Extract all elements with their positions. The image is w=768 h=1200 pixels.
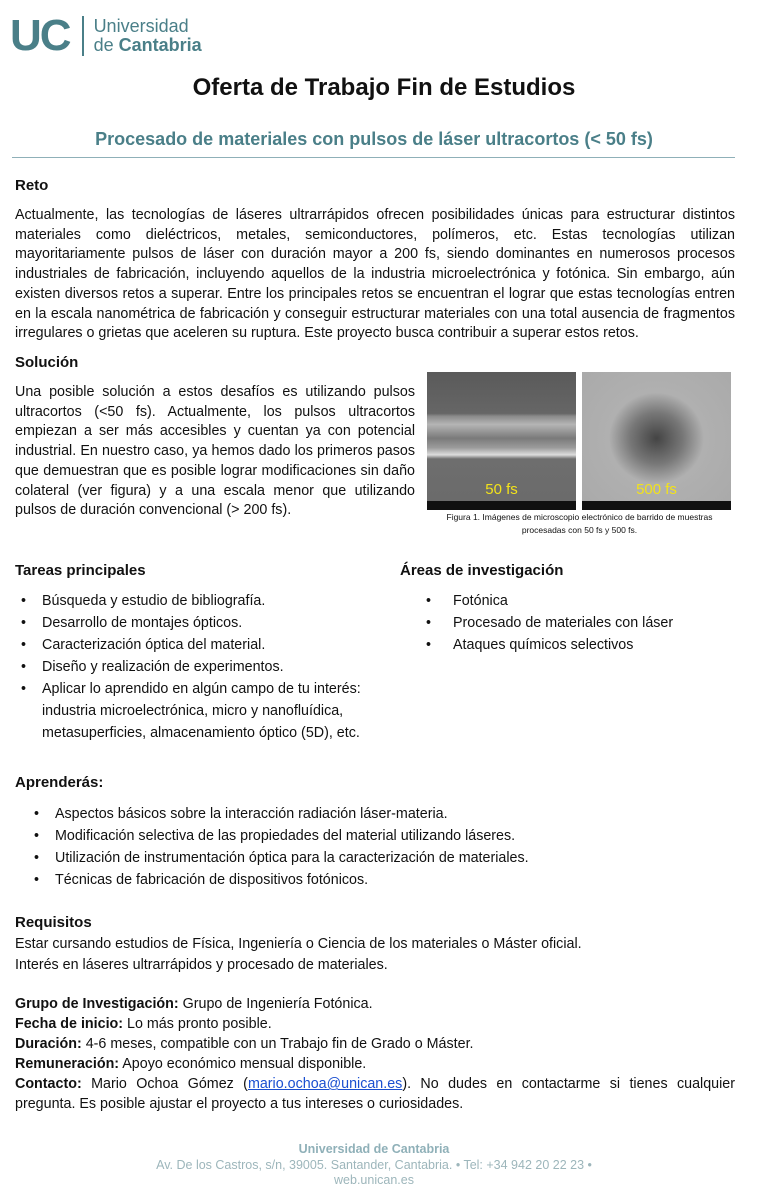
figure-caption: Figura 1. Imágenes de microscopio electrónico de barrido de muestras procesadas con 50 fs y 500 fs. <box>446 512 713 535</box>
list-item <box>21 656 382 678</box>
list-item <box>34 869 735 891</box>
bullet-icon: • <box>21 615 27 631</box>
list-item <box>34 825 735 847</box>
list-item <box>426 590 743 612</box>
item-text: Búsqueda y estudio de bibliografía. <box>42 593 266 609</box>
value: Lo más pronto posible. <box>123 1016 272 1032</box>
bullet-icon: • <box>21 681 27 697</box>
footer <box>0 1142 748 1189</box>
reto-heading: Reto <box>15 177 49 194</box>
grupo-row <box>15 994 735 1014</box>
remuneracion-row <box>15 1054 735 1074</box>
bullet-icon: • <box>34 850 40 866</box>
logo-line1: Universidad <box>93 16 189 36</box>
value: ). No dudes en contactarme si tienes cualquier pregunta. Es posible ajustar el proyecto a tus intereses o curiosidades. <box>15 1076 735 1112</box>
bullet-icon: • <box>426 615 432 631</box>
logo-line2-bold: Cantabria <box>118 35 202 55</box>
email-link[interactable]: mario.ochoa@unican.es <box>247 1076 403 1092</box>
item-text: Aplicar lo aprendido en algún campo de tu interés: industria microelectrónica, micro y nanofluídica, metasuperficies, almacenamiento óptico (5D), etc. <box>42 681 361 741</box>
value: Grupo de Ingeniería Fotónica. <box>178 996 373 1012</box>
value: 4-6 meses, compatible con un Trabajo fin de Grado o Máster. <box>81 1036 474 1052</box>
list-item <box>34 847 735 869</box>
aprenderas-list <box>34 803 735 891</box>
reto-text: Actualmente, las tecnologías de láseres ultrarrápidos ofrecen posibilidades únicas para estructurar distintos materiales como dieléctricos, metales, semiconductores, polímeros, etc. Estas tecnologías utilizan mayoritariamente pulsos de láser con duración mayor a 200 fs, siendo dominantes en numerosos procesos industriales de fabricación, incluyendo aquellos de la industria microelectrónica y fotónica. Sin embargo, aún existen diversos retos a superar. Entre los principales retos se encuentran el lograr que estas tecnologías entren en la escala nanométrica de fabricación y conseguir estructurar materiales con una total ausencia de fragmentos irregulares o grietas que aceleren su ruptura. Este proyecto busca contribuir a superar estos retos. <box>15 207 735 342</box>
bullet-icon: • <box>21 593 27 609</box>
bullet-icon: • <box>34 872 40 888</box>
sem-image-500fs <box>582 372 731 510</box>
solucion-text: Una posible solución a estos desafíos es utilizando pulsos ultracortos (<50 fs). Actualmente, los pulsos ultracortos empiezan a ser más accesibles y cuentan ya con potencial industrial. En nuestro caso, ya hemos dado los primeros pasos que demuestran que es posible lograr modificaciones sin daño colateral (ver figura) y a una escala menor que utilizando pulsos de duración convencional (> 200 fs). <box>15 384 415 519</box>
list-item <box>426 634 743 656</box>
university-logo <box>10 11 202 60</box>
value: Mario Ochoa Gómez ( <box>81 1076 248 1092</box>
item-text: Modificación selectiva de las propiedades del material utilizando láseres. <box>55 828 516 844</box>
contacto-row <box>15 1074 735 1114</box>
scale-bar <box>582 501 731 510</box>
bullet-icon: • <box>34 806 40 822</box>
logo-divider <box>82 16 84 56</box>
requisitos-heading: Requisitos <box>15 914 92 931</box>
tareas-heading: Tareas principales <box>15 562 146 579</box>
bullet-icon: • <box>426 637 432 653</box>
list-item <box>21 634 382 656</box>
label: Contacto: <box>15 1076 82 1092</box>
value: Apoyo económico mensual disponible. <box>119 1056 367 1072</box>
logo-name <box>94 17 202 55</box>
item-text: Ataques químicos selectivos <box>453 637 634 653</box>
logo-line2-prefix: de <box>93 35 119 55</box>
list-item <box>21 612 382 634</box>
label: Duración: <box>15 1036 82 1052</box>
bullet-icon: • <box>426 593 432 609</box>
item-text: Diseño y realización de experimentos. <box>42 659 284 675</box>
item-text: Utilización de instrumentación óptica para la caracterización de materiales. <box>55 850 529 866</box>
label: Remuneración: <box>15 1056 120 1072</box>
divider <box>12 157 735 158</box>
solucion-heading: Solución <box>15 354 79 371</box>
fecha-row <box>15 1014 735 1034</box>
list-item <box>21 590 382 612</box>
details-block <box>15 994 735 1114</box>
bullet-icon: • <box>34 828 40 844</box>
label: Fecha de inicio: <box>15 1016 124 1032</box>
figure-label-50fs: 50 fs <box>485 481 518 498</box>
requisito-line: Estar cursando estudios de Física, Ingeniería o Ciencia de los materiales o Máster oficial. <box>15 936 582 952</box>
logo-mark: UC <box>10 11 70 60</box>
duracion-row <box>15 1034 735 1054</box>
footer-web-link[interactable]: web.unican.es <box>334 1173 414 1187</box>
item-text: Fotónica <box>453 593 508 609</box>
scale-bar <box>427 501 576 510</box>
areas-list <box>426 590 743 656</box>
page-title: Oferta de Trabajo Fin de Estudios <box>192 74 576 101</box>
item-text: Procesado de materiales con láser <box>453 615 674 631</box>
bullet-icon: • <box>21 637 27 653</box>
item-text: Aspectos básicos sobre la interacción radiación láser-materia. <box>55 806 448 822</box>
figure-label-500fs: 500 fs <box>636 481 677 498</box>
label: Grupo de Investigación: <box>15 996 179 1012</box>
list-item <box>21 678 382 744</box>
item-text: Desarrollo de montajes ópticos. <box>42 615 243 631</box>
bullet-icon: • <box>21 659 27 675</box>
list-item <box>34 803 735 825</box>
tareas-list <box>21 590 382 744</box>
list-item <box>426 612 743 634</box>
aprenderas-heading: Aprenderás: <box>15 774 104 791</box>
item-text: Caracterización óptica del material. <box>42 637 266 653</box>
item-text: Técnicas de fabricación de dispositivos fotónicos. <box>55 872 369 888</box>
sem-image-50fs <box>427 372 576 510</box>
page-subtitle: Procesado de materiales con pulsos de láser ultracortos (< 50 fs) <box>95 129 653 149</box>
requisito-line: Interés en láseres ultrarrápidos y procesado de materiales. <box>15 956 388 973</box>
footer-org: Universidad de Cantabria <box>298 1142 450 1156</box>
areas-heading: Áreas de investigación <box>400 562 564 579</box>
footer-address: Av. De los Castros, s/n, 39005. Santander, Cantabria. • Tel: +34 942 20 22 23 • <box>156 1157 592 1172</box>
requisitos-text <box>15 934 735 975</box>
